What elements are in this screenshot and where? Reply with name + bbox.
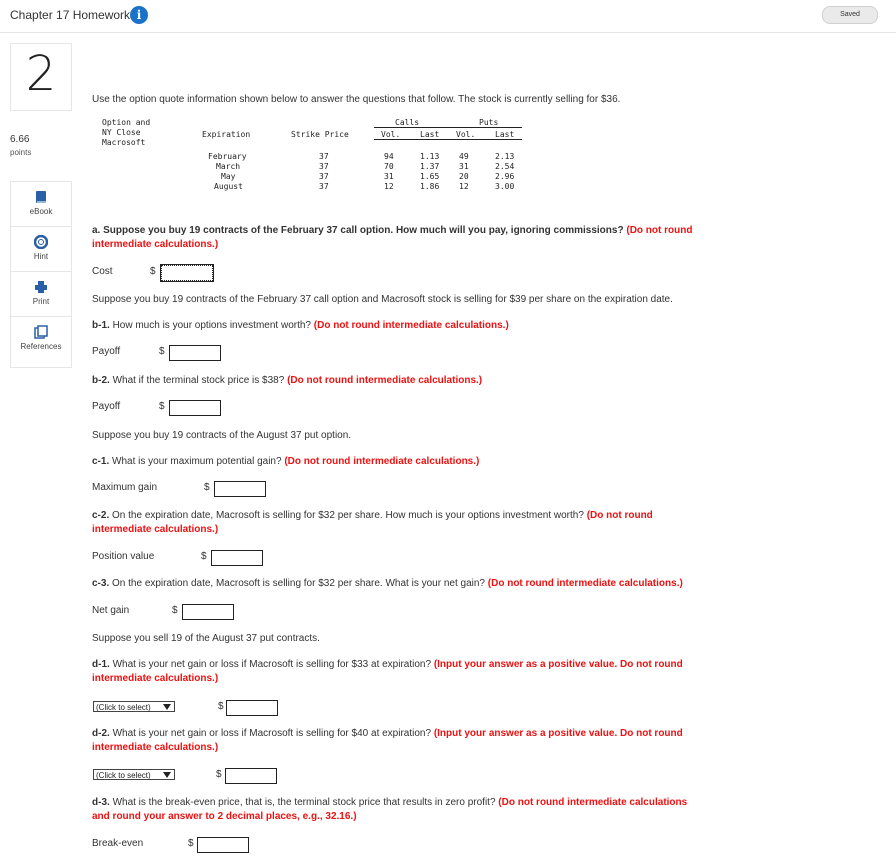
dollar-sign: $ [204, 482, 210, 493]
part-d1-note: (Input your answer as a positive value. Do not round [433, 659, 683, 670]
header-rule [374, 139, 522, 140]
part-d2-text: What is your net gain or loss if Macrosoft is selling for $40 at expiration? [112, 728, 432, 739]
part-c1-question [92, 456, 479, 467]
row-put-last: 2.96 [495, 172, 515, 181]
part-c1-note: (Do not round intermediate calculations.) [284, 456, 480, 467]
references-button[interactable] [11, 317, 71, 361]
part-b2-question [92, 375, 482, 386]
header-puts-last: Last [495, 130, 515, 139]
lifebuoy-icon [34, 235, 48, 249]
part-a-text: a. Suppose you buy 19 contracts of the February 37 call option. How much will you pay, ignoring commissions? [92, 225, 624, 236]
part-c-intro: Suppose you buy 19 contracts of the August 37 put option. [92, 430, 352, 441]
printer-icon [34, 280, 48, 294]
part-c1-text: What is your maximum potential gain? [112, 456, 282, 467]
part-d-intro: Suppose you sell 19 of the August 37 put contracts. [92, 633, 320, 644]
row-expiration: March [216, 162, 241, 171]
part-a-question [92, 225, 692, 236]
payoff-b2-input[interactable] [169, 400, 221, 416]
dollar-sign: $ [216, 769, 222, 780]
hint-button[interactable] [11, 227, 71, 272]
part-d3-text: What is the break-even price, that is, the terminal stock price that results in zero profit? [112, 797, 496, 808]
part-d2-note-cont: intermediate calculations.) [92, 742, 219, 753]
header-option-line1: Option and [102, 118, 151, 127]
row-call-last: 1.37 [420, 162, 440, 171]
part-c2-prefix: c-2. [92, 510, 110, 521]
dollar-sign: $ [159, 346, 165, 357]
header-option-line3: Macrosoft [102, 138, 146, 147]
row-call-vol: 31 [384, 172, 394, 181]
dollar-sign: $ [201, 551, 207, 562]
row-call-last: 1.13 [420, 152, 440, 161]
row-put-last: 2.54 [495, 162, 515, 171]
part-b2-note: (Do not round intermediate calculations.) [287, 375, 483, 386]
assignment-title: Chapter 17 Homework [10, 8, 131, 22]
book-icon [34, 190, 48, 204]
tool-column [10, 181, 72, 368]
saved-badge: Saved [822, 6, 878, 24]
part-b2-text: What if the terminal stock price is $38? [112, 375, 285, 386]
row-expiration: May [221, 172, 236, 181]
payoff-b1-input[interactable] [169, 345, 221, 361]
header-option-line2: NY Close [102, 128, 141, 137]
question-number-box [10, 43, 72, 111]
payoff-label: Payoff [92, 401, 121, 412]
header-calls: Calls [395, 118, 420, 127]
part-b-intro: Suppose you buy 19 contracts of the February 37 call option and Macrosoft stock is selling for $39 per share on the expiration date. [92, 294, 673, 305]
row-strike: 37 [319, 152, 329, 161]
d1-input[interactable] [226, 700, 278, 716]
row-call-vol: 12 [384, 182, 394, 191]
row-expiration: August [214, 182, 243, 191]
header-puts: Puts [479, 118, 499, 127]
posval-label: Position value [92, 551, 155, 562]
part-d3-note: (Do not round intermediate calculations [498, 797, 688, 808]
netgain-label: Net gain [92, 605, 130, 616]
part-d2-note: (Input your answer as a positive value. Do not round [433, 728, 683, 739]
part-d3-question [92, 797, 687, 808]
question-number: 2 [25, 46, 57, 102]
part-d3-prefix: d-3. [92, 797, 110, 808]
row-call-last: 1.86 [420, 182, 440, 191]
netgain-input[interactable] [182, 604, 234, 620]
row-put-vol: 12 [459, 182, 469, 191]
ebook-button[interactable] [11, 182, 71, 227]
row-put-last: 3.00 [495, 182, 515, 191]
part-a-note-cont: intermediate calculations.) [92, 239, 219, 250]
part-c3-question [92, 578, 683, 589]
row-put-vol: 20 [459, 172, 469, 181]
dollar-sign: $ [218, 701, 224, 712]
ebook-label: eBook [29, 207, 53, 216]
part-c2-note: (Do not round [586, 510, 653, 521]
breakeven-label: Break-even [92, 838, 144, 849]
part-b2-prefix: b-2. [92, 375, 110, 386]
row-put-last: 2.13 [495, 152, 515, 161]
part-b1-note: (Do not round intermediate calculations.) [313, 320, 509, 331]
header-calls-vol: Vol. [381, 130, 401, 139]
part-c3-prefix: c-3. [92, 578, 110, 589]
part-b1-text: How much is your options investment worth? [112, 320, 311, 331]
points-label: points [10, 148, 32, 157]
print-label: Print [32, 297, 50, 306]
breakeven-input[interactable] [197, 837, 249, 853]
select-text: (Click to select) [96, 703, 151, 712]
part-c3-text: On the expiration date, Macrosoft is selling for $32 per share. What is your net gain? [112, 578, 485, 589]
references-label: References [20, 342, 62, 351]
part-c2-note-cont: intermediate calculations.) [92, 524, 219, 535]
print-button[interactable] [11, 272, 71, 317]
row-put-vol: 49 [459, 152, 469, 161]
part-d2-question [92, 728, 683, 739]
part-d3-note-cont: and round your answer to 2 decimal places, e.g., 32.16.) [92, 811, 357, 822]
part-a-note: (Do not round [626, 225, 693, 236]
part-d1-text: What is your net gain or loss if Macrosoft is selling for $33 at expiration? [112, 659, 432, 670]
part-d1-prefix: d-1. [92, 659, 110, 670]
dollar-sign: $ [159, 401, 165, 412]
part-c2-text: On the expiration date, Macrosoft is selling for $32 per share. How much is your options investment worth? [112, 510, 584, 521]
part-b1-prefix: b-1. [92, 320, 110, 331]
header-expiration: Expiration [202, 130, 251, 139]
part-b1-question [92, 320, 509, 331]
cost-label: Cost [92, 266, 113, 277]
top-bar [0, 0, 896, 33]
part-c3-note: (Do not round intermediate calculations.) [487, 578, 683, 589]
dollar-sign: $ [172, 605, 178, 616]
row-call-vol: 94 [384, 152, 394, 161]
row-call-last: 1.65 [420, 172, 440, 181]
row-call-vol: 70 [384, 162, 394, 171]
hint-label: Hint [33, 252, 49, 261]
row-strike: 37 [319, 172, 329, 181]
chevron-down-icon [163, 772, 171, 778]
header-calls-last: Last [420, 130, 440, 139]
intro-text: Use the option quote information shown below to answer the questions that follow. The stock is currently selling for $36. [92, 94, 621, 105]
row-strike: 37 [319, 162, 329, 171]
cost-input[interactable] [161, 265, 213, 281]
part-c2-question [92, 510, 653, 521]
d1-gain-loss-select[interactable] [93, 701, 175, 712]
chevron-down-icon [163, 704, 171, 710]
d2-input[interactable] [225, 768, 277, 784]
points-value: 6.66 [10, 134, 30, 145]
part-d2-prefix: d-2. [92, 728, 110, 739]
references-icon [34, 325, 48, 339]
payoff-label: Payoff [92, 346, 121, 357]
header-strike: Strike Price [291, 130, 349, 139]
part-d1-note-cont: intermediate calculations.) [92, 673, 219, 684]
maxgain-input[interactable] [214, 481, 266, 497]
dollar-sign: $ [188, 838, 194, 849]
calls-puts-rule [374, 127, 522, 128]
select-text: (Click to select) [96, 771, 151, 780]
maxgain-label: Maximum gain [92, 482, 158, 493]
d2-gain-loss-select[interactable] [93, 769, 175, 780]
row-expiration: February [208, 152, 247, 161]
part-d1-question [92, 659, 683, 670]
part-c1-prefix: c-1. [92, 456, 110, 467]
dollar-sign: $ [150, 266, 156, 277]
info-icon[interactable]: i [130, 6, 148, 24]
posval-input[interactable] [211, 550, 263, 566]
header-puts-vol: Vol. [456, 130, 476, 139]
row-strike: 37 [319, 182, 329, 191]
row-put-vol: 31 [459, 162, 469, 171]
